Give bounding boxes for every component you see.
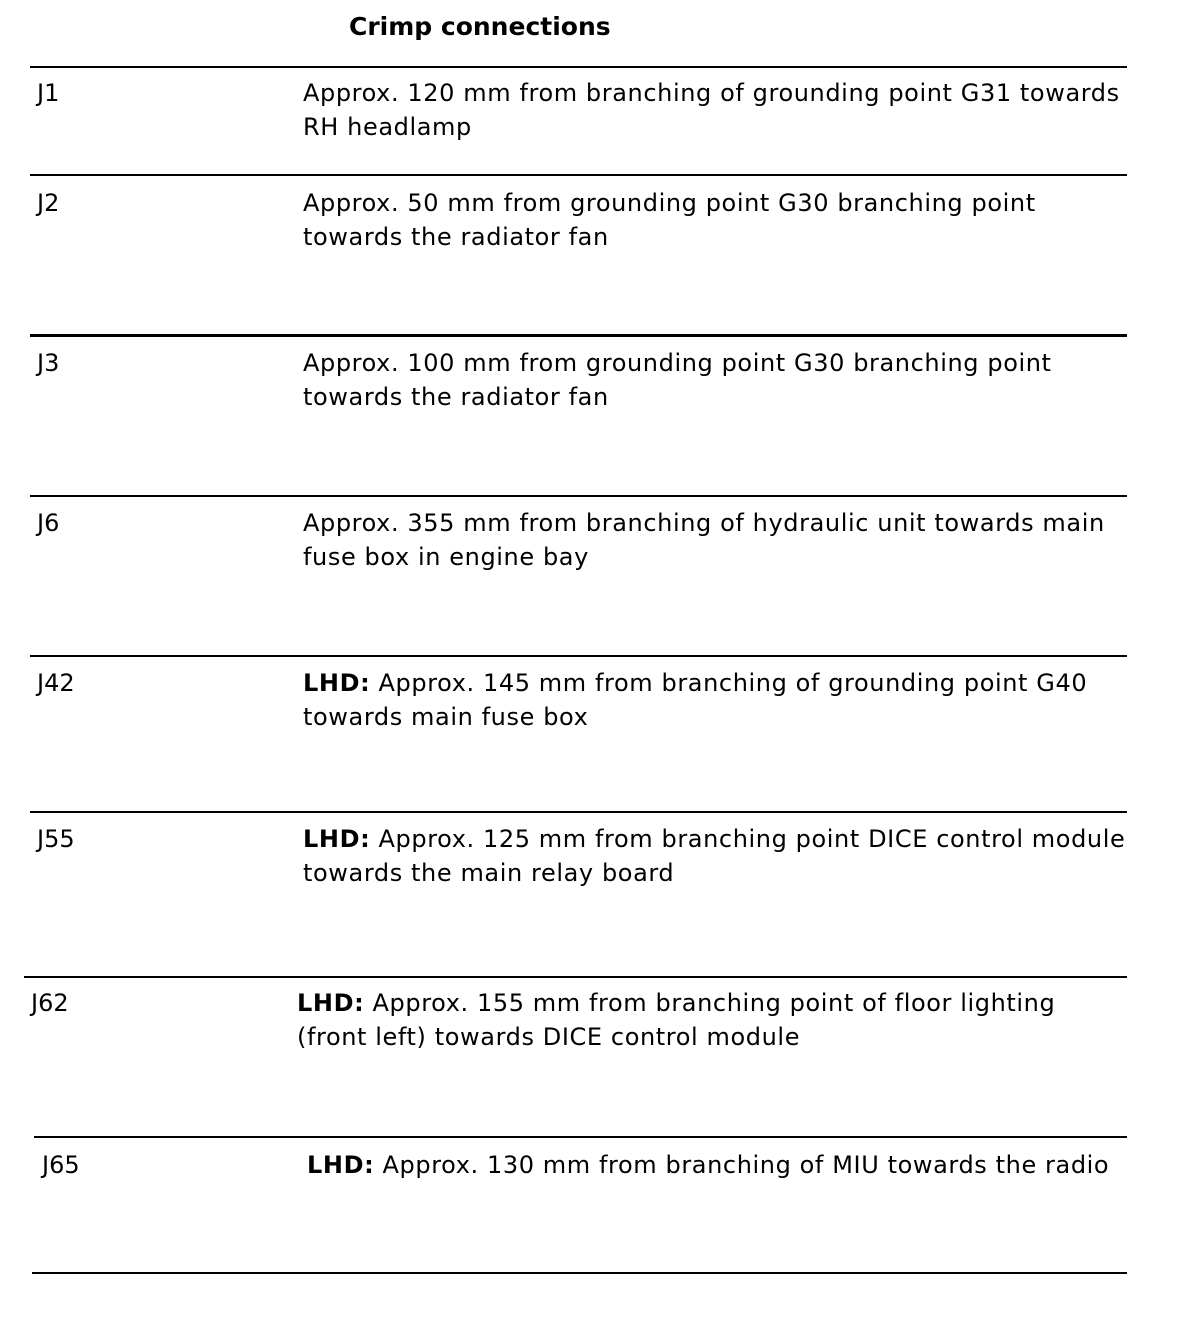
drive-side-label: LHD: bbox=[303, 825, 371, 853]
connection-id: J6 bbox=[37, 509, 60, 537]
connection-description bbox=[303, 346, 1133, 414]
row-divider bbox=[30, 495, 1127, 497]
connection-id: J3 bbox=[37, 349, 60, 377]
description-text: Approx. 50 mm from grounding point G30 branching point towards the radiator fan bbox=[303, 189, 1036, 251]
description-text: Approx. 355 mm from branching of hydraulic unit towards main fuse box in engine bay bbox=[303, 509, 1105, 571]
connection-id: J55 bbox=[37, 825, 75, 853]
row-divider bbox=[30, 174, 1127, 176]
row-divider bbox=[30, 811, 1127, 813]
connection-description bbox=[303, 822, 1133, 890]
connection-id: J42 bbox=[37, 669, 75, 697]
connection-description bbox=[303, 506, 1133, 574]
row-divider bbox=[24, 976, 1127, 978]
connection-description bbox=[297, 986, 1127, 1054]
description-text: Approx. 130 mm from branching of MIU towards the radio bbox=[374, 1151, 1110, 1179]
row-divider bbox=[30, 655, 1127, 657]
row-divider bbox=[30, 334, 1127, 337]
drive-side-label: LHD: bbox=[307, 1151, 375, 1179]
description-text: Approx. 100 mm from grounding point G30 branching point towards the radiator fan bbox=[303, 349, 1052, 411]
connection-id: J62 bbox=[31, 989, 69, 1017]
description-text: Approx. 125 mm from branching point DICE control module towards the main relay board bbox=[303, 825, 1126, 887]
drive-side-label: LHD: bbox=[303, 669, 371, 697]
description-text: Approx. 120 mm from branching of grounding point G31 towards RH headlamp bbox=[303, 79, 1120, 141]
connection-id: J2 bbox=[37, 189, 60, 217]
table-title: Crimp connections bbox=[349, 12, 611, 41]
connection-description bbox=[303, 666, 1133, 734]
connection-description bbox=[303, 76, 1133, 144]
connection-id: J65 bbox=[42, 1151, 80, 1179]
connection-description bbox=[307, 1148, 1137, 1182]
table-top-rule bbox=[30, 66, 1127, 68]
description-text: Approx. 155 mm from branching point of floor lighting (front left) towards DICE control module bbox=[297, 989, 1056, 1051]
description-text: Approx. 145 mm from branching of grounding point G40 towards main fuse box bbox=[303, 669, 1088, 731]
drive-side-label: LHD: bbox=[297, 989, 365, 1017]
connection-description bbox=[303, 186, 1133, 254]
row-divider bbox=[34, 1136, 1127, 1138]
connection-id: J1 bbox=[37, 79, 60, 107]
table-bottom-rule bbox=[32, 1272, 1127, 1274]
